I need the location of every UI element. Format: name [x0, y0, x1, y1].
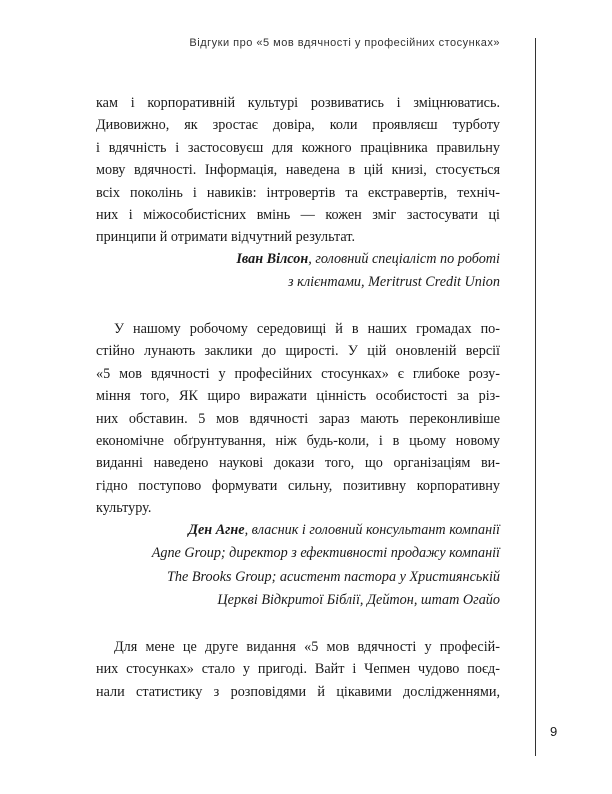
attribution-line: з клієнтами, Meritrust Credit Union: [287, 274, 500, 291]
review-1-line: і вдячність і застосовуєш для кожного працівника правильну: [96, 139, 500, 156]
review-2-line: стійно лунають заклики до щирості. У цій оновленій версії: [96, 343, 500, 360]
attribution-line: Agne Group; директор з ефективності продажу компанії: [151, 545, 500, 562]
attribution-line: [236, 248, 500, 271]
review-1-line: всіх поколінь і навиків: інтровертів та екстравертів, техніч-: [96, 184, 500, 201]
review-2-line: «5 мов вдячності у професійних стосунках» є глибоке розу-: [96, 365, 500, 382]
review-3-text: [96, 636, 500, 703]
review-1-line: них і міжособистісних вмінь — кожен зміг застосувати ці: [96, 207, 500, 224]
running-header: Відгуки про «5 мов вдячності у професійних стосунках»: [189, 37, 500, 49]
review-1-author-role: , головний спеціаліст по роботі: [308, 251, 500, 267]
review-2-line: виданні наведено наукові докази того, що організаціям ви-: [96, 455, 500, 472]
review-2-line: гідно поступово формувати сильну, позитивну корпоративну: [96, 477, 500, 494]
review-1-line: Дивовижно, як зростає довіра, коли проявляєш турботу: [96, 117, 500, 134]
review-3-line: них стосунках» стало у пригоді. Вайт і Чепмен чудово поєд-: [96, 661, 500, 678]
review-1-line: кам і корпоративній культурі розвиватись і зміцнюватись.: [96, 95, 500, 111]
review-2-author-role: , власник і головний консультант компанії: [244, 522, 500, 538]
review-2-text: [96, 318, 500, 520]
review-1-line: принципи й отримати відчутний результат.: [96, 229, 355, 246]
review-2-author-name: Ден Агне: [188, 522, 245, 538]
review-1-line: мову вдячності. Інформація, наведена в цій книзі, стосується: [96, 162, 500, 179]
margin-rule: [535, 38, 536, 756]
review-2-attribution: [152, 519, 500, 613]
review-2-line: У нашому робочому середовищі й в наших громадах по-: [114, 321, 500, 337]
review-1-author-name: Іван Вілсон: [236, 251, 309, 267]
review-1-text: [96, 92, 500, 249]
page-number: 9: [550, 724, 558, 739]
review-1-attribution: [236, 248, 500, 295]
attribution-line: Церкві Відкритої Біблії, Дейтон, штат Огайо: [217, 592, 500, 609]
review-3-line: Для мене це друге видання «5 мов вдячності у професій-: [114, 639, 500, 655]
review-2-line: економічне обґрунтування, ніж будь-коли, і в цьому новому: [96, 433, 500, 450]
attribution-line: The Brooks Group; асистент пастора у Християнській: [167, 568, 500, 585]
review-3-line: нали статистику з розповідями й цікавими дослідженнями,: [96, 683, 500, 700]
attribution-line: [152, 519, 500, 542]
review-2-line: культуру.: [96, 500, 152, 517]
review-2-line: них обставин. 5 мов вдячності зараз мають переконливіше: [96, 410, 500, 427]
review-2-line: міння того, ЯК щиро виражати цінність особистості за різ-: [96, 388, 500, 405]
